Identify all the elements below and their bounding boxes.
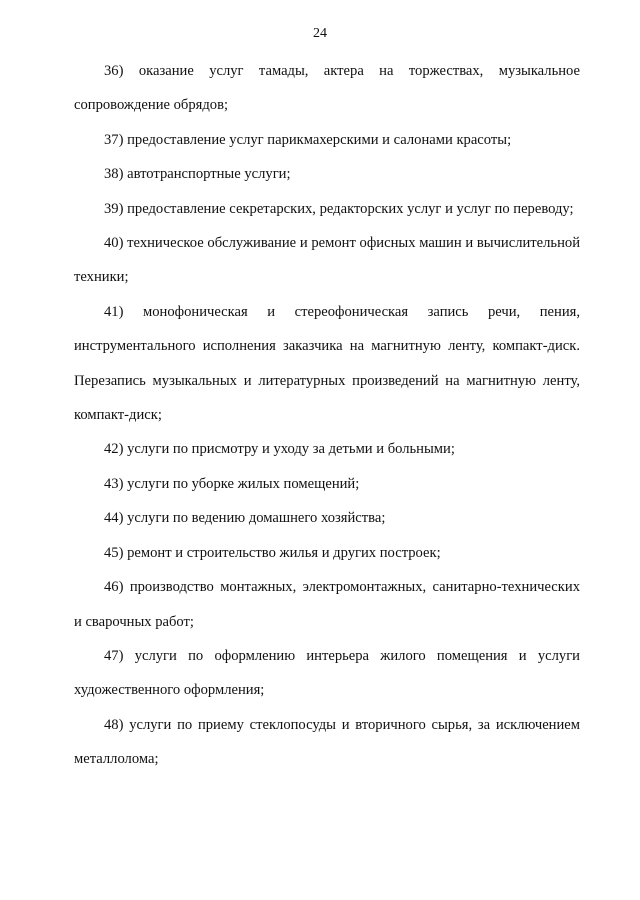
document-body [74,54,580,777]
list-item: 43) услуги по уборке жилых помещений; [104,475,360,492]
list-item: 46) производство монтажных, электромонтажных, санитарно-технических и сварочных работ; [74,579,580,630]
list-item: 47) услуги по оформлению интерьера жилого помещения и услуги художественного оформления; [74,647,580,699]
list-item: 40) техническое обслуживание и ремонт офисных машин и вычислительной техники; [74,235,580,286]
list-item: 45) ремонт и строительство жилья и других построек; [104,544,441,561]
list-item: 38) автотранспортные услуги; [104,166,291,183]
list-item: 48) услуги по приему стеклопосуды и вторичного сырья, за исключением металлолома; [74,716,580,768]
page-number: 24 [313,26,327,41]
list-item: 37) предоставление услуг парикмахерскими и салонами красоты; [104,131,512,148]
list-item: 39) предоставление секретарских, редакторских услуг и услуг по переводу; [104,200,574,217]
list-item: 44) услуги по ведению домашнего хозяйства; [104,510,386,527]
list-item: 42) услуги по присмотру и уходу за детьми и больными; [104,441,455,458]
list-item: 36) оказание услуг тамады, актера на торжествах, музыкальное сопровождение обрядов; [74,63,580,114]
list-item: 41) монофоническая и стереофоническая запись речи, пения, инструментального исполнения заказчика на магнитную ленту, компакт-диск. Перезапись музыкальных и литературных произведений на магнитную ленту, компакт-диск; [74,303,580,424]
